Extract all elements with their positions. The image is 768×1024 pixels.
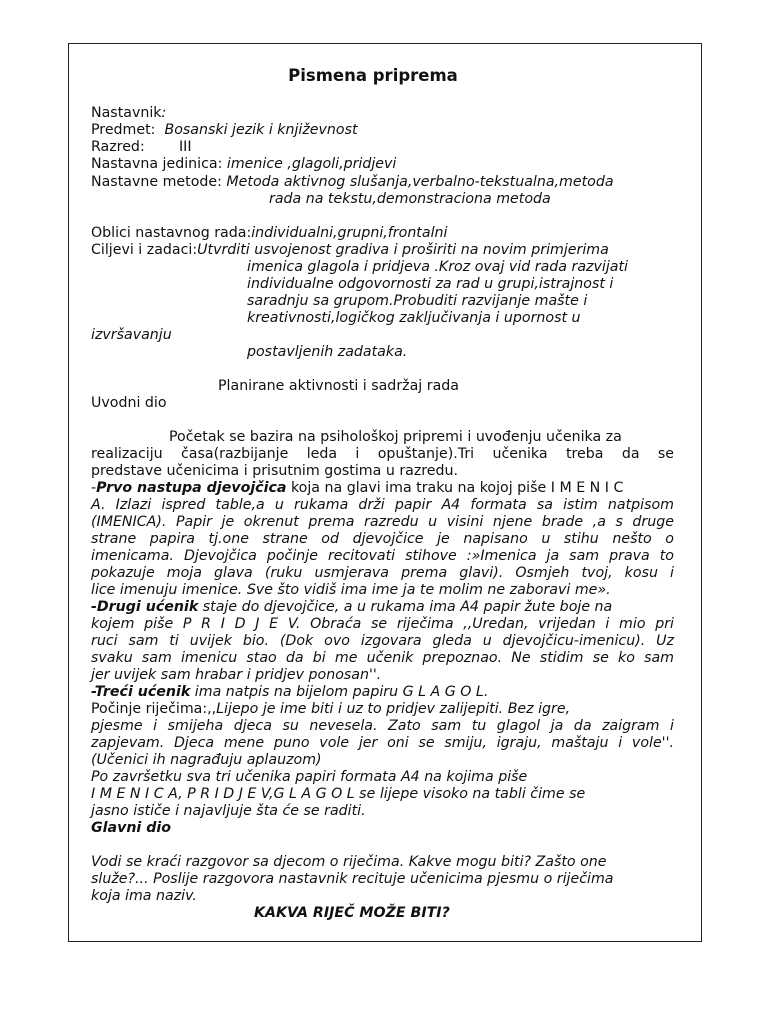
- ciljevi-text-4: saradnju sa grupom.Probuditi razvijanje mašte i: [247, 293, 588, 309]
- metode-line: [91, 174, 614, 191]
- oblici-line: [91, 225, 447, 242]
- first-student-line-1: -Prvo nastupa djevojčica koja na glavi ima traku na kojoj piše I M E N I C: [91, 480, 624, 496]
- razred-line: [91, 139, 145, 156]
- third-student-bold: -Treći ućenik: [91, 684, 191, 700]
- second-student-line-2: kojem piše P R I D J E V. Obraća se riječima ,,Uredan, vrijedan i mio pri: [91, 616, 674, 632]
- ciljevi-label: Ciljevi i zadaci:: [91, 242, 198, 258]
- closing-line-1: Vodi se kraći razgovor sa djecom o riječima. Kakve mogu biti? Zašto one: [91, 854, 607, 870]
- document-page: [68, 43, 702, 942]
- nastavnik-line: [91, 105, 166, 122]
- predmet-line: [91, 122, 358, 139]
- first-student-line-6: pokazuje moja glava (ruku usmjerava prema glavi). Osmjeh tvoj, kosu i: [91, 565, 674, 581]
- first-student-line-5: imenicama. Djevojčica počinje recitovati stihove :»Imenica ja sam prava to: [91, 548, 674, 564]
- ciljevi-text-7: postavljenih zadataka.: [247, 344, 408, 360]
- second-student-line-4: svaku sam imenicu stao da bi me učenik prepoznao. Ne stidim se ko sam: [91, 650, 674, 666]
- third-student-line-3: pjesme i smijeha djeca su nevesela. Zato sam tu glagol ja da zaigram i: [91, 718, 674, 734]
- intro-line-2: realizaciju časa(razbijanje leda i opuštanje).Tri učenika treba da se: [91, 446, 674, 462]
- second-student-line-1: -Drugi ućenik staje do djevojčice, a u rukama ima A4 papir žute boje na: [91, 599, 613, 615]
- second-student-line-5: jer uvijek sam hrabar i pridjev ponosan''.: [91, 667, 382, 683]
- oblici-label: Oblici nastavnog rada:: [91, 225, 252, 241]
- poem-title: KAKVA RIJEČ MOŽE BITI?: [254, 905, 450, 921]
- third-student-line-7: I M E N I C A, P R I D J E V,G L A G O L se lijepe visoko na tabli čime se: [91, 786, 586, 802]
- nastavnik-colon: :: [161, 105, 167, 121]
- metode-label: Nastavne metode:: [91, 174, 222, 190]
- first-student-bold: Prvo nastupa djevojčica: [96, 480, 287, 496]
- oblici-value: individualni,grupni,frontalni: [251, 225, 448, 241]
- metode-value-1: Metoda aktivnog slušanja,verbalno-tekstualna,metoda: [226, 174, 614, 190]
- closing-line-2: služe?... Poslije razgovora nastavnik recituje učenicima pjesmu o riječima: [91, 871, 614, 887]
- ciljevi-text-6: izvršavanju: [91, 327, 172, 343]
- ciljevi-text-3: individualne odgovornosti za rad u grupi,istrajnost i: [247, 276, 614, 292]
- third-student-line-8: jasno ističe i najavljuje šta će se raditi.: [91, 803, 366, 819]
- first-student-line-7: lice imenuju imenice. Sve što vidiš ima ime ja te molim ne zaboravi me».: [91, 582, 611, 598]
- predmet-value: Bosanski jezik i književnost: [164, 122, 358, 138]
- second-student-bold: -Drugi ućenik: [91, 599, 199, 615]
- third-student-line-1: -Treći ućenik ima natpis na bijelom papiru G L A G O L.: [91, 684, 489, 700]
- third-student-line-5: (Učenici ih nagrađuju aplauzom): [91, 752, 322, 768]
- ciljevi-text-5: kreativnosti,logičkog zaključivanja i upornost u: [247, 310, 581, 326]
- page-title: Pismena priprema: [288, 66, 458, 85]
- ciljevi-text-2: imenica glagola i pridjeva .Kroz ovaj vid rada razvijati: [247, 259, 628, 275]
- jedinica-line: [91, 156, 396, 173]
- ciljevi-line: [91, 242, 609, 259]
- nastavnik-label: Nastavnik: [91, 105, 162, 121]
- jedinica-label: Nastavna jedinica:: [91, 156, 223, 172]
- closing-line-3: koja ima naziv.: [91, 888, 197, 904]
- first-student-line-2: A. Izlazi ispred table,a u rukama drži papir A4 formata sa istim natpisom: [91, 497, 674, 513]
- predmet-label: Predmet:: [91, 122, 156, 138]
- glavni-heading: Glavni dio: [91, 820, 171, 836]
- razred-value: III: [179, 139, 192, 155]
- ciljevi-text-1: Utvrditi usvojenost gradiva i proširiti na novim primjerima: [197, 242, 609, 258]
- uvodni-heading: Uvodni dio: [91, 395, 167, 411]
- planirane-heading: Planirane aktivnosti i sadržaj rada: [218, 378, 459, 394]
- third-student-line-6: Po završetku sva tri učenika papiri formata A4 na kojima piše: [91, 769, 528, 785]
- first-student-line-3: (IMENICA). Papir je okrenut prema razredu u visini njene brade ,a s druge: [91, 514, 674, 530]
- third-student-line-2: Počinje riječima:,,Lijepo je ime biti i uz to pridjev zalijepiti. Bez igre,: [91, 701, 571, 717]
- razred-label: Razred:: [91, 139, 145, 155]
- intro-line-1: Početak se bazira na psihološkoj pripremi i uvođenju učenika za: [169, 429, 622, 445]
- metode-value-2: rada na tekstu,demonstraciona metoda: [269, 191, 551, 207]
- first-student-line-4: strane papira tj.one strane od djevojčice je napisano u stihu nešto o: [91, 531, 674, 547]
- jedinica-value: imenice ,glagoli,pridjevi: [226, 156, 397, 172]
- intro-line-3: predstave učenicima i prisutnim gostima u razredu.: [91, 463, 459, 479]
- second-student-line-3: ruci sam ti uvijek bio. (Dok ovo izgovara gleda u djevojčicu-imenicu). Uz: [91, 633, 674, 649]
- third-student-line-4: zapjevam. Djeca mene puno vole jer oni se smiju, igraju, maštaju i vole''.: [91, 735, 674, 751]
